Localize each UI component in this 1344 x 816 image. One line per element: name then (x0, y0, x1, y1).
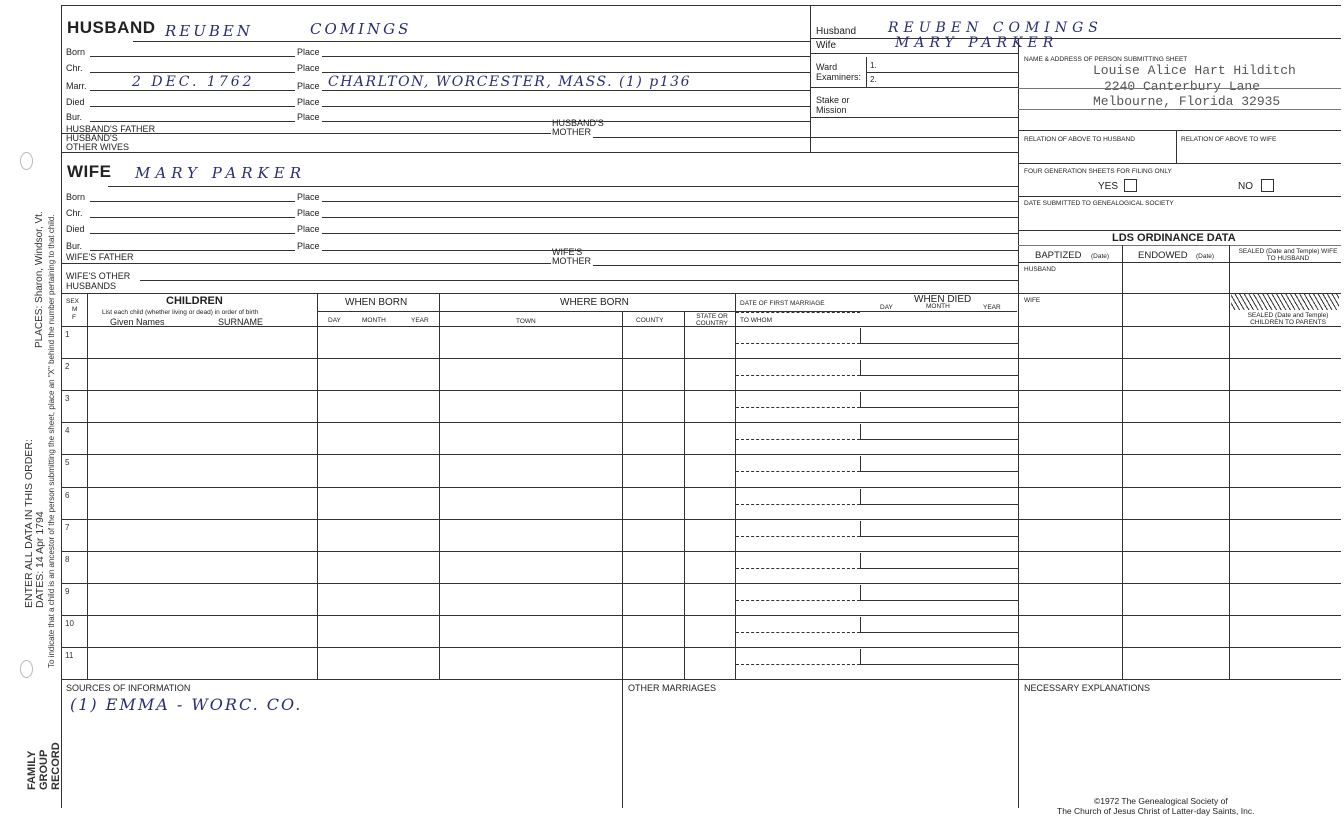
sidebar-dates: DATES: 14 Apr 1794 (34, 511, 46, 608)
died-day-label: DAY (880, 304, 893, 311)
death-line (860, 568, 1018, 569)
marriage-dash-line (736, 568, 860, 569)
given-names-label: Given Names (110, 317, 165, 327)
rule (1018, 245, 1341, 246)
child-row-number: 2 (65, 362, 70, 372)
child-row-number: 7 (65, 522, 70, 532)
wife-died-label: Died (66, 224, 85, 234)
husband-other-wives-label: HUSBAND'S OTHER WIVES (66, 133, 130, 152)
rule (322, 56, 810, 57)
child-row-divider (61, 487, 1341, 488)
rule (736, 312, 860, 313)
death-tick (860, 424, 861, 439)
death-line (860, 600, 1018, 601)
rule (90, 72, 295, 73)
rule (90, 56, 295, 57)
child-row-divider (61, 390, 1341, 391)
no-checkbox[interactable] (1261, 179, 1274, 192)
punch-hole-bottom (20, 660, 33, 678)
rule (684, 311, 685, 679)
death-line (860, 504, 1018, 505)
rule (90, 106, 295, 107)
rule (322, 201, 1018, 202)
death-tick (860, 360, 861, 375)
rule (1122, 245, 1123, 679)
wife-father-label: WIFE'S FATHER (66, 252, 134, 262)
lds-title: LDS ORDINANCE DATA (1112, 232, 1236, 244)
county-label: COUNTY (636, 317, 664, 324)
child-row-number: 5 (65, 458, 70, 468)
sidebar-order: ENTER ALL DATA IN THIS ORDER: (23, 439, 35, 608)
to-whom-label: TO WHOM (740, 317, 773, 324)
sealed-wife-label: SEALED (Date and Temple) WIFE TO HUSBAND (1238, 248, 1338, 262)
death-tick (860, 521, 861, 536)
died-month-label: MONTH (926, 303, 950, 310)
rule (593, 265, 1018, 266)
where-born-label: WHERE BORN (560, 297, 629, 308)
marriage-dash-line (736, 600, 860, 601)
rule (90, 250, 295, 251)
rule (810, 38, 1341, 39)
sex-f: F (72, 314, 76, 321)
rule (61, 293, 1341, 294)
marriage-dash-line (736, 504, 860, 505)
date-submitted-label: DATE SUBMITTED TO GENEALOGICAL SOCIETY (1024, 200, 1174, 207)
husband-bur-place-label: Place (297, 112, 320, 122)
yes-label: YES (1098, 181, 1119, 192)
child-row-number: 6 (65, 490, 70, 500)
death-tick (860, 553, 861, 568)
child-row-number: 10 (65, 618, 74, 628)
rule (1018, 109, 1341, 110)
wife-chr-label: Chr. (66, 208, 83, 218)
wife-died-place-label: Place (297, 224, 320, 234)
four-generation-label: FOUR GENERATION SHEETS FOR FILING ONLY (1024, 168, 1172, 175)
child-row-divider (61, 519, 1341, 520)
sidebar-instruction: To indicate that a child is an ancestor of the person submitting the sheet, place an "X" behind the number pertaining to that child. (47, 214, 56, 668)
sources-label: SOURCES OF INFORMATION (66, 683, 191, 693)
stake-label: Stake or Mission (816, 95, 850, 115)
children-note: List each child (whether living or dead) in order of birth (102, 309, 259, 316)
baptized-date: (Date) (1091, 253, 1110, 260)
surname-label: SURNAME (218, 317, 264, 327)
sidebar-places: PLACES: Sharon, Windsor, Vt. (34, 211, 45, 348)
death-line (860, 536, 1018, 537)
husband-mother-label: HUSBAND'S MOTHER (552, 118, 604, 137)
rule (622, 311, 623, 679)
town-label: TOWN (516, 318, 536, 325)
husband-marr-date: 2 DEC. 1762 (132, 74, 255, 90)
submitter-name: Louise Alice Hart Hilditch (1093, 63, 1296, 78)
explanations-label: NECESSARY EXPLANATIONS (1024, 683, 1151, 693)
rule (322, 250, 1018, 251)
husband-father-label: HUSBAND'S FATHER (66, 124, 156, 134)
husband-bur-label: Bur. (66, 112, 83, 122)
rule (1229, 245, 1230, 679)
marriage-dash-line (736, 375, 860, 376)
child-row-number: 1 (65, 330, 70, 339)
lds-wife-label: WIFE (1024, 297, 1041, 304)
rule (90, 90, 295, 91)
born-day-label: DAY (328, 317, 341, 324)
died-year-label: YEAR (983, 304, 1001, 311)
relation-wife-label: RELATION OF ABOVE TO WIFE (1181, 136, 1277, 143)
rule (1018, 230, 1341, 231)
copyright-line-1: ©1972 The Genealogical Society of (1094, 796, 1228, 806)
rule (810, 87, 1018, 88)
marriage-dash-line (736, 471, 860, 472)
top-border (61, 5, 1341, 6)
death-line (860, 343, 1018, 344)
husband-chr-place-label: Place (297, 63, 320, 73)
wife-bur-place-label: Place (297, 241, 320, 251)
left-border (61, 5, 62, 808)
born-year-label: YEAR (411, 317, 429, 324)
marriage-dash-line (736, 343, 860, 344)
right-wife-label: Wife (816, 40, 836, 51)
rule (90, 217, 295, 218)
wife-chr-place-label: Place (297, 208, 320, 218)
husband-given-name: REUBEN (165, 22, 253, 40)
marriage-dash-line (736, 632, 860, 633)
endowed-date: (Date) (1196, 253, 1215, 260)
death-tick (860, 328, 861, 343)
wife-born-label: Born (66, 192, 86, 202)
rule (810, 5, 811, 152)
rule (322, 90, 810, 91)
rule (61, 326, 1341, 327)
baptized-label: BAPTIZED (1035, 250, 1082, 261)
child-row-number: 8 (65, 554, 70, 564)
rule (322, 217, 1018, 218)
right-wife-name: MARY PARKER (895, 35, 1059, 51)
marriage-dash-line (736, 407, 860, 408)
rule (593, 137, 1018, 138)
rule (322, 72, 810, 73)
husband-born-label: Born (66, 47, 86, 57)
when-died-label: WHEN DIED (914, 294, 972, 305)
examiners-label: Examiners: (816, 72, 862, 82)
rule (140, 280, 1018, 281)
husband-surname: COMINGS (310, 20, 412, 38)
death-line (860, 407, 1018, 408)
submitter-label: NAME & ADDRESS OF PERSON SUBMITTING SHEET (1024, 56, 1188, 63)
husband-died-label: Died (66, 97, 85, 107)
right-husband-name: REUBEN COMINGS (888, 20, 1103, 36)
yes-checkbox[interactable] (1124, 179, 1137, 192)
relation-husband-label: RELATION OF ABOVE TO HUSBAND (1024, 136, 1135, 143)
hatched-box (1231, 294, 1339, 310)
death-line (860, 632, 1018, 633)
copyright-line-2: The Church of Jesus Christ of Latter-day Saints, Inc. (1057, 806, 1255, 816)
wife-bur-label: Bur. (66, 241, 83, 251)
husband-marr-place: CHARLTON, WORCESTER, MASS. (1) p136 (328, 74, 691, 90)
husband-died-place-label: Place (297, 97, 320, 107)
submitter-city: Melbourne, Florida 32935 (1093, 94, 1281, 109)
rule (90, 233, 295, 234)
marriage-dash-line (736, 664, 860, 665)
first-marriage-label: DATE OF FIRST MARRIAGE (740, 300, 825, 307)
child-row-divider (61, 615, 1341, 616)
child-row-number: 11 (65, 651, 74, 660)
rule (1018, 196, 1341, 197)
marriage-dash-line (736, 439, 860, 440)
husband-born-place-label: Place (297, 47, 320, 57)
no-label: NO (1238, 181, 1253, 192)
child-row-divider (61, 551, 1341, 552)
child-row-divider (61, 454, 1341, 455)
rule (866, 72, 1018, 73)
lds-husband-label: HUSBAND (1024, 266, 1056, 273)
death-tick (860, 392, 861, 407)
child-row-number: 4 (65, 426, 70, 436)
death-tick (860, 649, 861, 664)
rule (322, 233, 1018, 234)
wife-heading: WIFE (67, 162, 112, 181)
husband-chr-label: Chr. (66, 63, 83, 73)
wife-born-place-label: Place (297, 192, 320, 202)
rule (322, 106, 810, 107)
husband-marr-place-label: Place (297, 81, 320, 91)
form-title: FAMILY GROUP RECORD (26, 742, 62, 790)
death-line (860, 664, 1018, 665)
endowed-label: ENDOWED (1138, 250, 1188, 261)
rule (61, 152, 1018, 153)
death-tick (860, 456, 861, 471)
born-month-label: MONTH (362, 317, 386, 324)
rule (317, 311, 1017, 312)
rule (90, 121, 295, 122)
rule (1018, 88, 1341, 89)
submitter-street: 2240 Canterbury Lane (1104, 79, 1261, 94)
other-marriages-label: OTHER MARRIAGES (628, 683, 717, 693)
examiner-2: 2. (870, 75, 877, 84)
rule (1018, 130, 1341, 131)
sealed-children-label: SEALED (Date and Temple) CHILDREN TO PARENTS (1247, 312, 1329, 326)
children-title: CHILDREN (166, 295, 223, 307)
sex-label: SEX (66, 298, 80, 305)
child-row-number: 9 (65, 586, 70, 596)
child-row-divider (61, 583, 1341, 584)
death-tick (860, 489, 861, 504)
child-row-divider (61, 647, 1341, 648)
husband-name-line (133, 41, 810, 42)
rule (90, 201, 295, 202)
death-tick (860, 585, 861, 600)
death-tick (860, 617, 861, 632)
sources-value: (1) EMMA - WORC. CO. (70, 695, 303, 714)
when-born-label: WHEN BORN (345, 297, 408, 308)
rule (810, 53, 1018, 54)
rule (1018, 163, 1341, 164)
wife-name: MARY PARKER (135, 164, 306, 182)
marriage-dash-line (736, 536, 860, 537)
right-husband-label: Husband (816, 26, 857, 37)
punch-hole-top (20, 152, 33, 170)
death-line (860, 471, 1018, 472)
examiner-1: 1. (870, 61, 877, 70)
rule (810, 117, 1018, 118)
rule (61, 263, 551, 264)
wife-mother-label: WIFE'S MOTHER (552, 247, 591, 266)
child-row-divider (61, 358, 1341, 359)
child-row-number: 3 (65, 394, 70, 404)
rule (622, 679, 623, 808)
husband-heading: HUSBAND (67, 18, 156, 37)
rule (1018, 262, 1341, 263)
child-row-divider (61, 422, 1341, 423)
sex-m: M (72, 306, 78, 313)
husband-marr-label: Marr. (66, 81, 87, 91)
rule (1176, 130, 1177, 163)
state-label: STATE OR COUNTRY (695, 313, 729, 327)
ward-label: Ward (816, 62, 838, 72)
death-line (860, 375, 1018, 376)
rule (108, 186, 1018, 187)
rule (61, 679, 1341, 680)
wife-other-husbands-label: WIFE'S OTHER HUSBANDS (66, 271, 131, 291)
death-line (860, 439, 1018, 440)
